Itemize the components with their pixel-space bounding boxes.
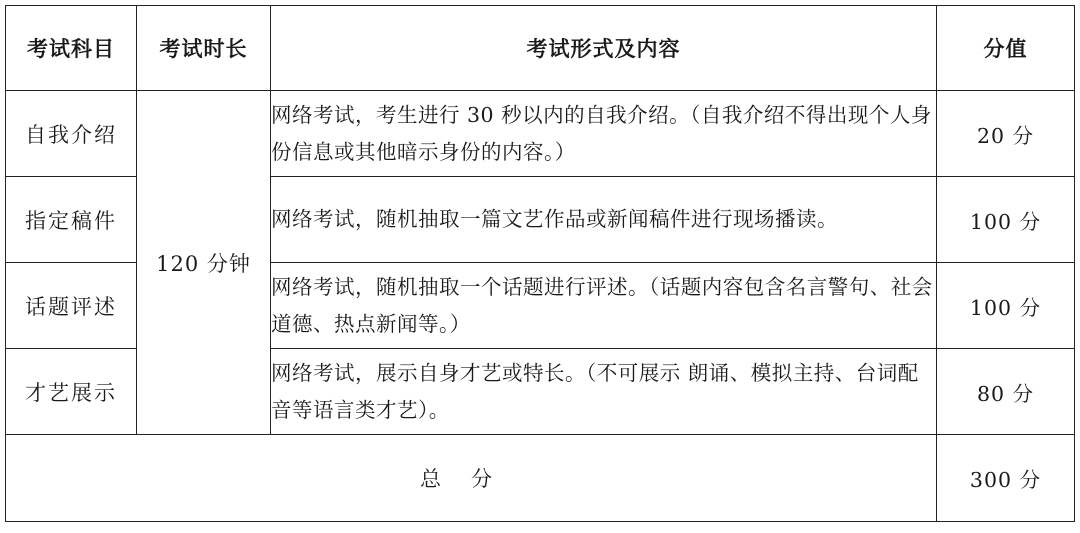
score-cell: 100 分 (937, 177, 1075, 263)
subject-cell: 话题评述 (6, 263, 137, 349)
header-content: 考试形式及内容 (271, 6, 937, 91)
total-row (6, 435, 1075, 522)
total-score: 300 分 (937, 435, 1075, 522)
subject-cell: 指定稿件 (6, 177, 137, 263)
table-row (6, 91, 1075, 177)
duration-cell: 120 分钟 (137, 91, 271, 435)
subject-cell: 才艺展示 (6, 349, 137, 435)
header-score: 分值 (937, 6, 1075, 91)
header-duration: 考试时长 (137, 6, 271, 91)
score-cell: 100 分 (937, 263, 1075, 349)
content-cell: 网络考试，考生进行 30 秒以内的自我介绍。（自我介绍不得出现个人身份信息或其他暗示身份的内容。） (271, 91, 937, 177)
subject-cell: 自我介绍 (6, 91, 137, 177)
exam-table (5, 5, 1075, 522)
score-cell: 80 分 (937, 349, 1075, 435)
content-cell: 网络考试，随机抽取一篇文艺作品或新闻稿件进行现场播读。 (271, 177, 937, 263)
total-label: 总分 (6, 435, 937, 522)
content-cell: 网络考试，展示自身才艺或特长。（不可展示 朗诵、模拟主持、台词配音等语言类才艺）。 (271, 349, 937, 435)
content-cell: 网络考试，随机抽取一个话题进行评述。（话题内容包含名言警句、社会道德、热点新闻等。） (271, 263, 937, 349)
score-cell: 20 分 (937, 91, 1075, 177)
header-row (6, 6, 1075, 91)
header-subject: 考试科目 (6, 6, 137, 91)
